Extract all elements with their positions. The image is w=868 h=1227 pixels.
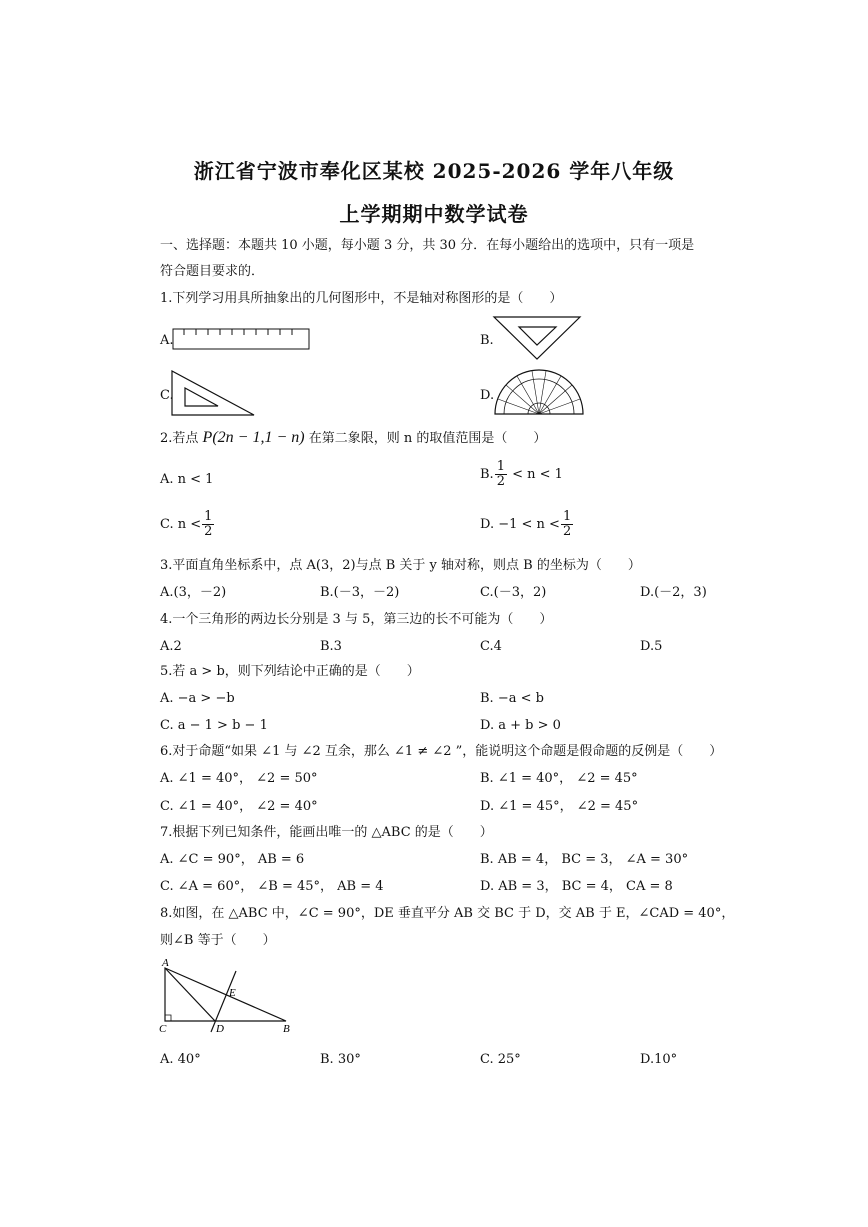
q3-option-c: C.(－3，2) xyxy=(480,585,547,600)
q8-option-b: B. 30° xyxy=(320,1052,361,1067)
q2-stem-prefix: 2.若点 xyxy=(160,431,199,446)
q4-option-d: D.5 xyxy=(640,639,663,654)
q4-stem: 4.一个三角形的两边长分别是 3 与 5，第三边的长不可能为（ ） xyxy=(160,612,553,627)
q4-option-b: B.3 xyxy=(320,639,342,654)
segment-ad xyxy=(165,968,215,1021)
q1-option-c-label: C. xyxy=(160,388,174,403)
fraction-numerator: 1 xyxy=(496,459,505,474)
q8-option-a: A. 40° xyxy=(160,1052,201,1067)
q3-option-d: D.(－2，3) xyxy=(640,585,707,600)
q5-option-a: A. −a > −b xyxy=(160,691,235,706)
title-line-2: 上学期期中数学试卷 xyxy=(339,202,529,226)
q2-point-expression: P(2n − 1,1 − n) xyxy=(202,429,305,446)
fraction-denominator: 2 xyxy=(562,524,572,539)
label-d: D xyxy=(216,1023,224,1035)
q5-option-d: D. a + b > 0 xyxy=(480,718,561,733)
q2-option-c xyxy=(160,510,215,539)
right-angle-mark xyxy=(165,1015,171,1021)
q6-stem: 6.对于命题“如果 ∠1 与 ∠2 互余，那么 ∠1 ≠ ∠2 ”，能说明这个命题是假命题的反例是（ ） xyxy=(160,744,723,759)
q1-option-d-label: D. xyxy=(480,388,495,403)
q7-stem: 7.根据下列已知条件，能画出唯一的 △ABC 的是（ ） xyxy=(160,825,493,840)
q4-option-a: A.2 xyxy=(160,639,182,654)
q2-option-d-label: D. −1 < n < xyxy=(480,517,560,532)
q2-option-d-fraction xyxy=(561,510,573,539)
label-b: B xyxy=(283,1023,290,1035)
q7-option-d: D. AB = 3， BC = 4， CA = 8 xyxy=(480,879,673,894)
title-line-1: 浙江省宁波市奉化区某校 2025-2026 学年八年级 xyxy=(193,159,675,183)
q1-protractor-figure xyxy=(492,368,586,418)
triangle-abc xyxy=(165,968,286,1021)
fraction-numerator: 1 xyxy=(562,509,572,524)
q3-option-b: B.(－3，－2) xyxy=(320,585,400,600)
q8-stem-line-2: 则∠B 等于（ ） xyxy=(160,933,276,948)
q1-ruler-figure xyxy=(172,327,312,353)
q1-stem: 1.下列学习用具所抽象出的几何图形中，不是轴对称图形的是（ ） xyxy=(160,291,563,306)
q6-option-d: D. ∠1 = 45°， ∠2 = 45° xyxy=(480,799,639,814)
label-e: E xyxy=(229,987,236,999)
q6-option-c: C. ∠1 = 40°， ∠2 = 40° xyxy=(160,799,318,814)
section-instructions-line-2: 符合题目要求的． xyxy=(160,264,265,279)
q2-option-c-label: C. n < xyxy=(160,517,202,532)
q7-option-a: A. ∠C = 90°， AB = 6 xyxy=(160,852,305,867)
q2-option-b xyxy=(480,460,563,489)
fraction-denominator: 2 xyxy=(204,524,213,539)
q8-option-c: C. 25° xyxy=(480,1052,521,1067)
q2-option-a: A. n < 1 xyxy=(160,472,214,487)
label-c: C xyxy=(159,1023,167,1035)
q1-inverted-triangle-figure xyxy=(492,314,584,362)
q4-option-c: C.4 xyxy=(480,639,502,654)
q2-option-b-fraction xyxy=(495,460,507,489)
q2-option-b-label: B. xyxy=(480,467,494,482)
q1-option-b-label: B. xyxy=(480,333,494,348)
q3-option-a: A.(3，－2) xyxy=(160,585,227,600)
q2-option-d xyxy=(480,510,574,539)
q5-stem: 5.若 a > b，则下列结论中正确的是（ ） xyxy=(160,664,420,679)
q7-option-c: C. ∠A = 60°， ∠B = 45°， AB = 4 xyxy=(160,879,384,894)
q7-option-b: B. AB = 4， BC = 3， ∠A = 30° xyxy=(480,852,689,867)
fraction-denominator: 2 xyxy=(496,474,505,489)
q5-option-b: B. −a < b xyxy=(480,691,544,706)
q2-stem-suffix: 在第二象限，则 n 的取值范围是（ ） xyxy=(308,431,547,446)
q6-option-b: B. ∠1 = 40°， ∠2 = 45° xyxy=(480,771,638,786)
q2-option-b-inequality: < n < 1 xyxy=(512,467,563,482)
q2-option-c-fraction xyxy=(202,510,214,539)
q1-set-square-figure xyxy=(168,368,258,418)
q2-stem xyxy=(160,430,546,447)
q8-option-d: D.10° xyxy=(640,1052,678,1067)
section-instructions-line-1: 一、选择题：本题共 10 小题，每小题 3 分，共 30 分．在每小题给出的选项中，只有一项是 xyxy=(160,238,695,253)
q8-triangle-figure xyxy=(156,956,296,1036)
q1-option-a-label: A. xyxy=(160,333,174,348)
q5-option-c: C. a − 1 > b − 1 xyxy=(160,718,268,733)
label-a: A xyxy=(162,957,169,969)
q8-stem-line-1: 8.如图，在 △ABC 中，∠C = 90°，DE 垂直平分 AB 交 BC 于 D，交 AB 于 E，∠CAD = 40°， xyxy=(160,906,735,921)
q6-option-a: A. ∠1 = 40°， ∠2 = 50° xyxy=(160,771,318,786)
fraction-numerator: 1 xyxy=(204,509,213,524)
q3-stem: 3.平面直角坐标系中，点 A(3，2)与点 B 关于 y 轴对称，则点 B 的坐标为（ ） xyxy=(160,558,641,573)
